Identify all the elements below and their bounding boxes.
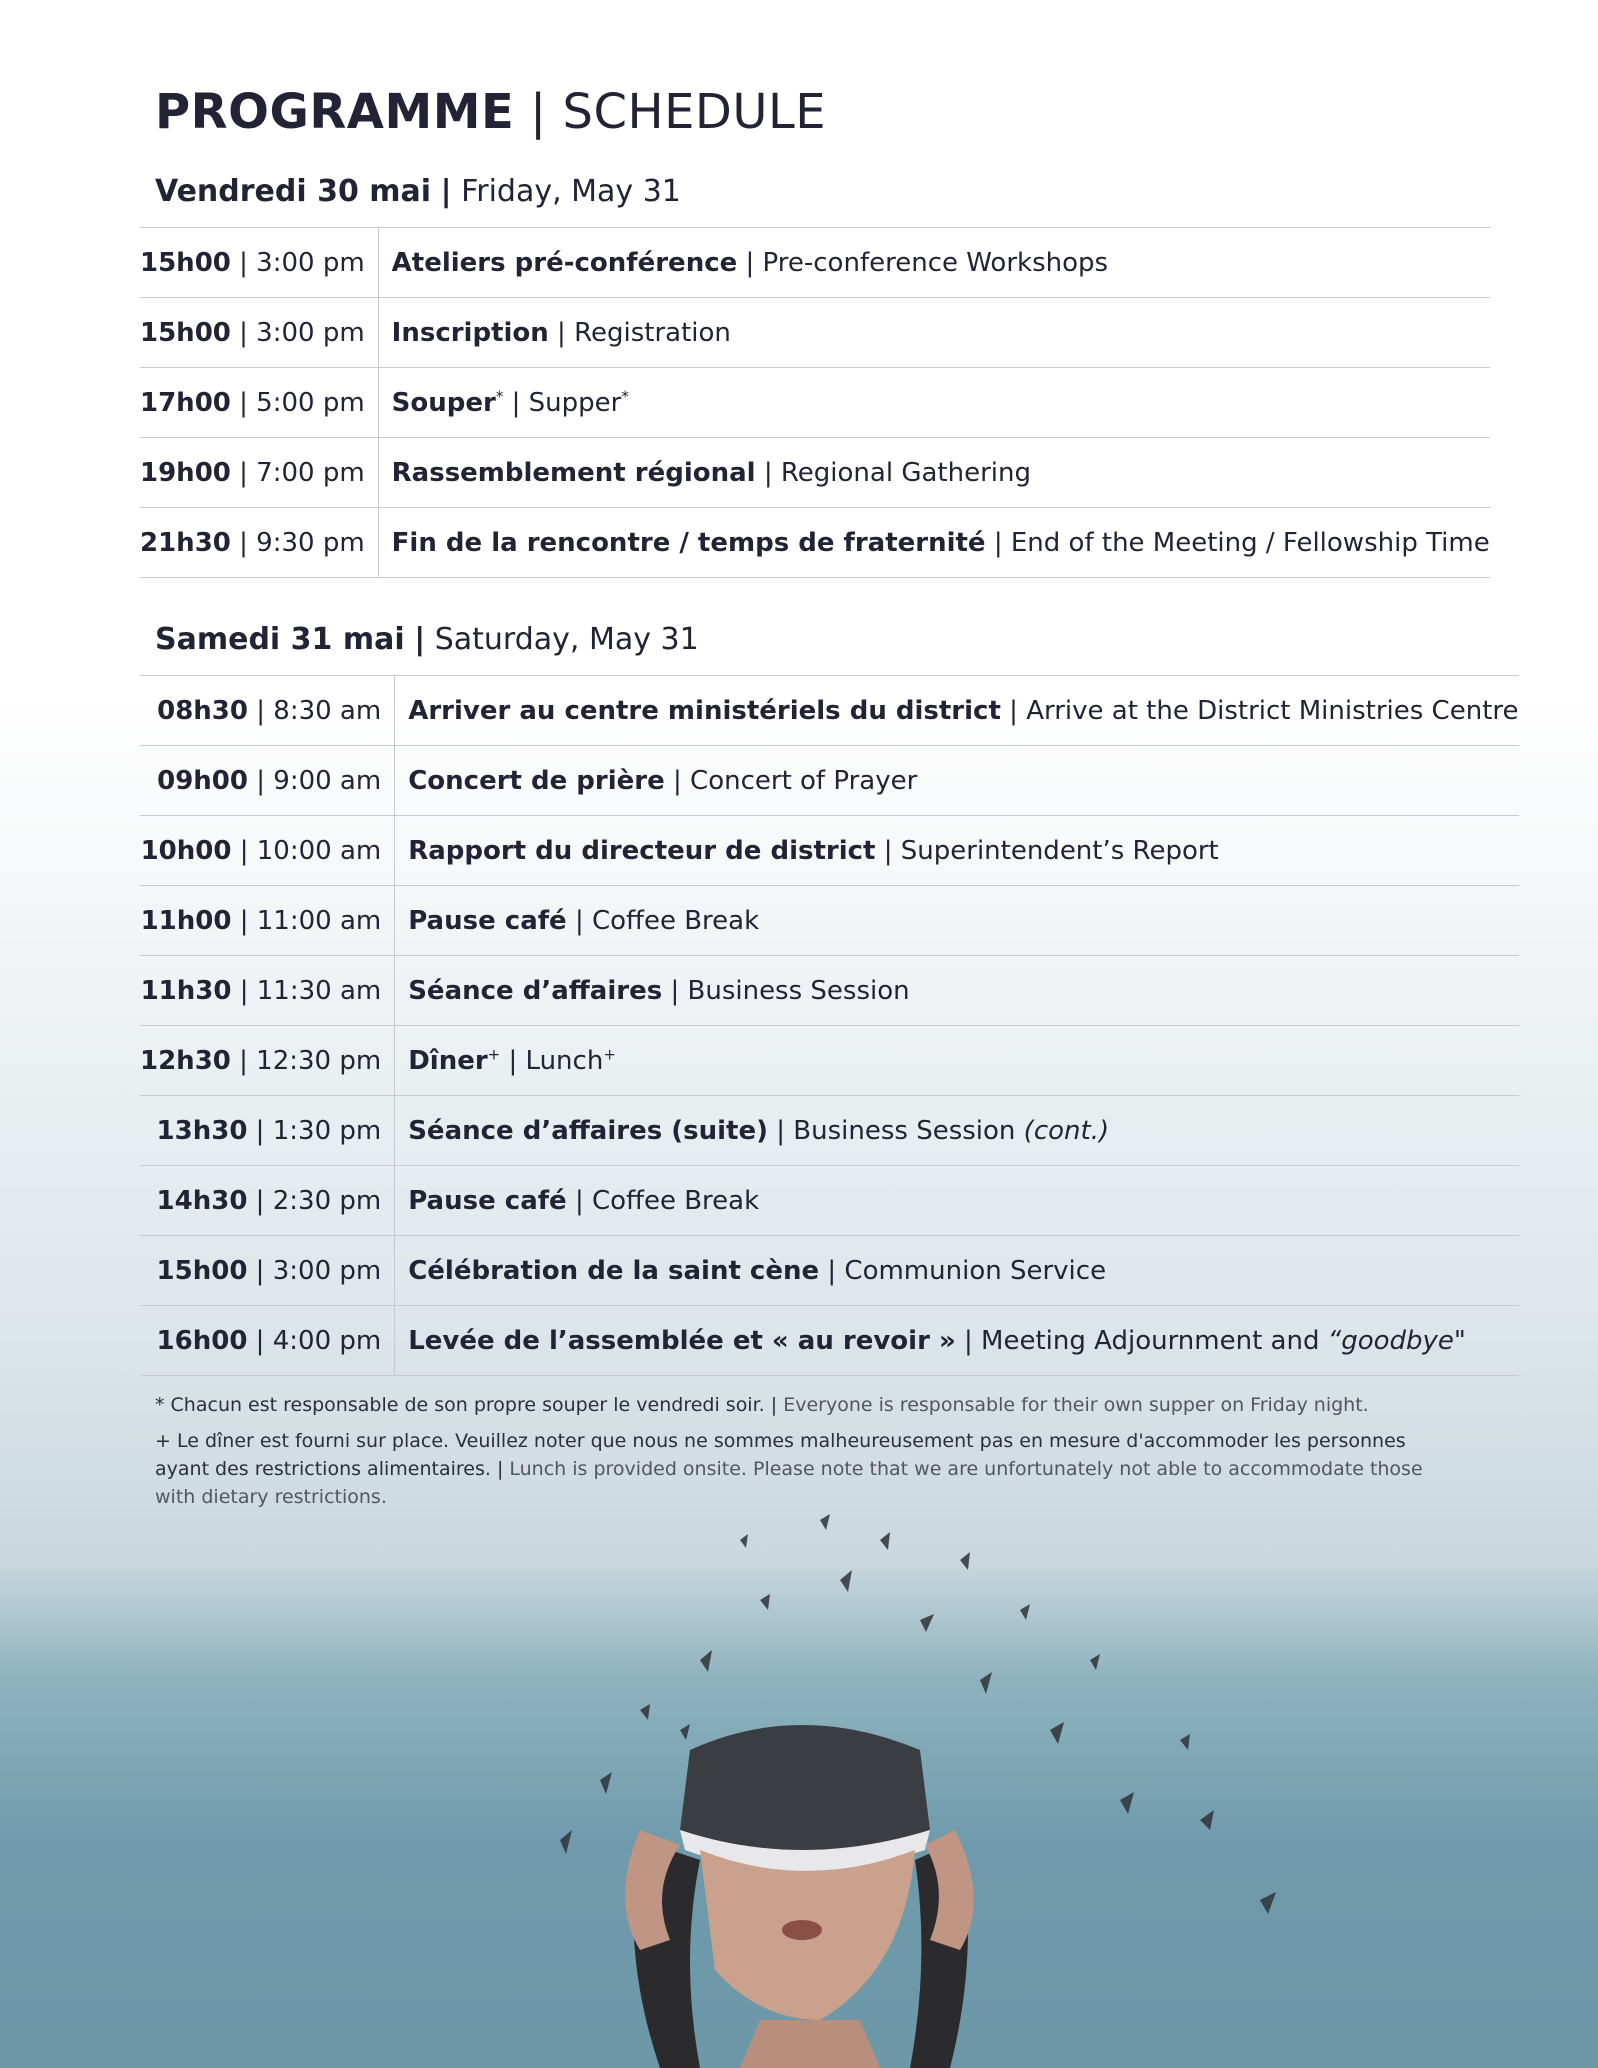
- time-12h: 3:00 pm: [272, 1255, 382, 1286]
- time-cell: [140, 676, 395, 746]
- vr-headset: [680, 1725, 930, 1871]
- time-24h: 10h00: [140, 835, 232, 866]
- event-separator: |: [664, 765, 691, 796]
- event-separator: |: [875, 835, 901, 866]
- time-12h: 11:30 am: [256, 975, 382, 1006]
- event-separator: |: [767, 1115, 794, 1146]
- time-separator: |: [247, 1325, 273, 1356]
- time-12h: 3:00 pm: [256, 247, 365, 278]
- event-fr: Séance d’affaires (suite): [408, 1115, 768, 1146]
- event-cell: [395, 1096, 1519, 1166]
- footnote-supper-en: Everyone is responsable for their own supper on Friday night.: [783, 1394, 1369, 1416]
- time-cell: [140, 438, 378, 508]
- title-fr: PROGRAMME: [155, 84, 515, 140]
- event-en: Business Session: [687, 975, 910, 1006]
- event-fr: Dîner: [408, 1045, 488, 1076]
- time-separator: |: [247, 1115, 273, 1146]
- event-fr: Arriver au centre ministériels du district: [408, 695, 1001, 726]
- time-cell: [140, 746, 395, 816]
- event-fr: Concert de prière: [408, 765, 665, 796]
- time-24h: 13h30: [156, 1115, 248, 1146]
- schedule-row: [140, 886, 1519, 956]
- time-cell: [140, 816, 395, 886]
- footnote-lunch-en: Lunch is provided onsite. Please note that we are unfortunately not able to accommodate those with dietary restrictions.: [155, 1458, 1423, 1508]
- event-separator: |: [985, 527, 1011, 558]
- event-en-extra: (cont.): [1023, 1115, 1110, 1146]
- event-separator: |: [503, 387, 529, 418]
- schedule-row: [140, 746, 1519, 816]
- page-title: [155, 84, 826, 140]
- event-separator: |: [500, 1045, 526, 1076]
- footnote-separator: |: [496, 1458, 504, 1480]
- footnote-supper-fr: * Chacun est responsable de son propre souper le vendredi soir.: [155, 1394, 765, 1416]
- event-cell: [395, 886, 1519, 956]
- schedule-row: [140, 816, 1519, 886]
- event-en: Meeting Adjournment and: [981, 1325, 1320, 1356]
- time-12h: 2:30 pm: [272, 1185, 382, 1216]
- time-24h: 12h30: [140, 1045, 231, 1076]
- event-separator: |: [819, 1255, 845, 1286]
- event-separator: |: [566, 905, 592, 936]
- time-12h: 9:30 pm: [256, 527, 365, 558]
- saturday-heading: [155, 622, 699, 657]
- event-cell: [395, 1166, 1519, 1236]
- event-fr: Pause café: [408, 905, 567, 936]
- time-24h: 16h00: [156, 1325, 248, 1356]
- footnote-mark: *: [621, 386, 629, 405]
- event-en: Arrive at the District Ministries Centre: [1026, 695, 1519, 726]
- schedule-row: [140, 1026, 1519, 1096]
- event-separator: |: [755, 457, 781, 488]
- footnote-separator: |: [770, 1394, 778, 1416]
- footnote-supper: [155, 1391, 1445, 1419]
- time-separator: |: [231, 975, 257, 1006]
- footnote-lunch: [155, 1427, 1445, 1511]
- event-cell: [378, 368, 1490, 438]
- saturday-schedule-body: [140, 676, 1519, 1376]
- time-separator: |: [230, 317, 257, 348]
- time-24h: 21h30: [140, 527, 231, 558]
- time-24h: 11h00: [140, 905, 232, 936]
- event-cell: [378, 438, 1490, 508]
- footnote-mark: +: [603, 1044, 616, 1063]
- event-en: Lunch: [525, 1045, 604, 1076]
- time-cell: [140, 1026, 395, 1096]
- event-separator: |: [1000, 695, 1027, 726]
- time-cell: [140, 508, 378, 578]
- event-fr: Ateliers pré-conférence: [391, 247, 738, 278]
- saturday-schedule-table: [140, 675, 1519, 1376]
- event-en: Coffee Break: [591, 905, 760, 936]
- event-separator: |: [737, 247, 763, 278]
- event-en: Supper: [528, 387, 622, 418]
- friday-heading-en: Friday, May 31: [461, 174, 681, 209]
- event-en: Registration: [574, 317, 731, 348]
- schedule-row: [140, 1166, 1519, 1236]
- time-12h: 5:00 pm: [256, 387, 365, 418]
- friday-heading-fr: Vendredi 30 mai: [155, 174, 432, 209]
- title-separator: |: [530, 84, 547, 140]
- saturday-heading-en: Saturday, May 31: [434, 622, 699, 657]
- schedule-row: [140, 298, 1490, 368]
- title-en: SCHEDULE: [562, 84, 827, 140]
- time-cell: [140, 1166, 395, 1236]
- friday-schedule-table: [140, 227, 1490, 578]
- event-fr: Pause café: [408, 1185, 567, 1216]
- time-12h: 4:00 pm: [272, 1325, 382, 1356]
- event-cell: [395, 1026, 1519, 1096]
- time-separator: |: [247, 765, 274, 796]
- footnote-mark: +: [487, 1044, 501, 1063]
- event-en-extra: “goodbye": [1327, 1325, 1466, 1356]
- time-separator: |: [247, 1185, 273, 1216]
- event-separator: |: [566, 1185, 592, 1216]
- schedule-row: [140, 368, 1490, 438]
- event-fr: Fin de la rencontre / temps de fraternité: [391, 527, 986, 558]
- saturday-heading-separator: |: [414, 622, 426, 657]
- schedule-row: [140, 1096, 1519, 1166]
- time-12h: 10:00 am: [256, 835, 382, 866]
- time-12h: 11:00 am: [256, 905, 382, 936]
- event-en: Coffee Break: [591, 1185, 760, 1216]
- event-fr: Rassemblement régional: [391, 457, 756, 488]
- time-12h: 12:30 pm: [256, 1045, 382, 1076]
- friday-heading-separator: |: [440, 174, 452, 209]
- event-en: Concert of Prayer: [690, 765, 918, 796]
- event-en: Superintendent’s Report: [900, 835, 1219, 866]
- schedule-row: [140, 228, 1490, 298]
- event-separator: |: [662, 975, 688, 1006]
- time-12h: 3:00 pm: [256, 317, 365, 348]
- footnote-lunch-fr: + Le dîner est fourni sur place. Veuillez noter que nous ne sommes malheureusement pas en mesure d'accommoder les personnes ayant des restrictions alimentaires.: [155, 1430, 1406, 1480]
- time-24h: 15h00: [140, 317, 231, 348]
- time-cell: [140, 886, 395, 956]
- event-fr: Célébration de la saint cène: [408, 1255, 820, 1286]
- footnote-mark: *: [495, 386, 504, 405]
- time-separator: |: [247, 695, 274, 726]
- time-24h: 15h00: [140, 247, 231, 278]
- time-24h: 08h30: [157, 695, 248, 726]
- event-fr: Inscription: [391, 317, 549, 348]
- time-12h: 1:30 pm: [272, 1115, 382, 1146]
- event-cell: [378, 508, 1490, 578]
- time-24h: 11h30: [140, 975, 232, 1006]
- time-24h: 15h00: [156, 1255, 248, 1286]
- event-fr: Rapport du directeur de district: [408, 835, 876, 866]
- event-en: Regional Gathering: [780, 457, 1031, 488]
- friday-heading: [155, 174, 681, 209]
- schedule-row: [140, 508, 1490, 578]
- event-en: Pre-conference Workshops: [762, 247, 1109, 278]
- event-cell: [395, 1236, 1519, 1306]
- time-separator: |: [230, 387, 257, 418]
- event-fr: Souper: [391, 387, 496, 418]
- event-cell: [395, 816, 1519, 886]
- schedule-row: [140, 438, 1490, 508]
- time-cell: [140, 1096, 395, 1166]
- time-cell: [140, 228, 378, 298]
- time-cell: [140, 1236, 395, 1306]
- event-fr: Séance d’affaires: [408, 975, 663, 1006]
- time-cell: [140, 1306, 395, 1376]
- event-cell: [395, 746, 1519, 816]
- time-cell: [140, 956, 395, 1026]
- time-separator: |: [231, 905, 257, 936]
- time-24h: 19h00: [140, 457, 231, 488]
- time-12h: 9:00 am: [273, 765, 382, 796]
- schedule-row: [140, 1236, 1519, 1306]
- time-separator: |: [247, 1255, 273, 1286]
- event-fr: Levée de l’assemblée et « au revoir »: [408, 1325, 956, 1356]
- time-cell: [140, 368, 378, 438]
- time-24h: 17h00: [140, 387, 231, 418]
- friday-schedule-body: [140, 228, 1490, 578]
- time-separator: |: [230, 527, 257, 558]
- time-24h: 14h30: [156, 1185, 248, 1216]
- schedule-row: [140, 676, 1519, 746]
- saturday-heading-fr: Samedi 31 mai: [155, 622, 405, 657]
- event-cell: [395, 676, 1519, 746]
- time-separator: |: [231, 835, 257, 866]
- event-separator: |: [548, 317, 575, 348]
- time-separator: |: [230, 247, 257, 278]
- event-en: End of the Meeting / Fellowship Time: [1010, 527, 1490, 558]
- event-cell: [378, 228, 1490, 298]
- event-en: Business Session: [793, 1115, 1016, 1146]
- time-separator: |: [230, 457, 257, 488]
- time-cell: [140, 298, 378, 368]
- event-cell: [395, 956, 1519, 1026]
- event-en: Communion Service: [844, 1255, 1107, 1286]
- time-24h: 09h00: [157, 765, 248, 796]
- time-12h: 7:00 pm: [256, 457, 365, 488]
- event-cell: [395, 1306, 1519, 1376]
- time-separator: |: [230, 1045, 257, 1076]
- schedule-row: [140, 1306, 1519, 1376]
- time-12h: 8:30 am: [273, 695, 382, 726]
- event-separator: |: [955, 1325, 982, 1356]
- vr-headset-photo: [0, 1500, 1598, 2068]
- schedule-row: [140, 956, 1519, 1026]
- event-cell: [378, 298, 1490, 368]
